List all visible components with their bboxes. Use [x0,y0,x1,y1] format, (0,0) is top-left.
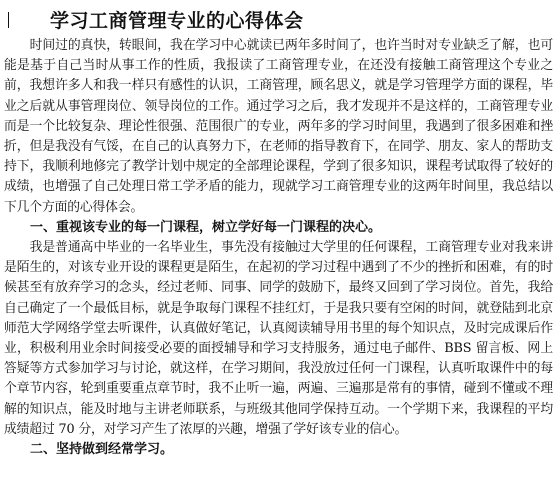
section-2-heading: 二、坚持做到经常学习。 [30,442,174,458]
section-1-heading: 一、重视该专业的每一门课程，树立学好每一门课程的决心。 [30,219,382,235]
document-title: 学习工商管理专业的心得体会 [50,10,304,32]
text-cursor [8,12,9,28]
section-1-paragraph: 我是普通高中毕业的一名毕业生，事先没有接触过大学里的任何课程，工商管理专业对我来讲是陌生的，对该专业开设的课程更是陌生，在起初的学习过程中遇到了不少的挫折和困难，有的时候甚至有放弃学习的念头，经过老师、同事、同学的鼓励下，最终又回到了学习岗位。首先，我给自己确定了一个最低目标，就是争取每门课程不挂红灯，于是我只要有空闲的时间，就登陆到北京师范大学网络学堂去听课件，认真做好笔记，认真阅读辅导用书里的每个知识点，及时完成课后作业，积极利用业余时间接受必要的面授辅导和学习支持服务，通过电子邮件、BBS 留言板、网上答疑等方式参加学习与讨论，就这样，在学习期间，我没放过任何一门课程，认真听取课件中的每个章节内容，轮到重要重点章节时，我不止听一遍，两遍、三遍那是常有的事情，碰到不懂或不理解的知识点，能及时地与主讲老师联系，与班级其他同学保持互动。一个学期下来，我课程的平均成绩超过 70 分，对学习产生了浓厚的兴趣，增强了学好该专业的信心。 [4,240,553,437]
title-row [4,0,553,36]
intro-paragraph: 时间过的真快，转眼间，我在学习中心就读已两年多时间了，也许当时对专业缺乏了解，也可能是基于自己当时从事工作的性质，我报读了工商管理专业，在还没有接触工商管理这个专业之前，我想许多人和我一样只有感性的认识，工商管理，顾名思义，就是学习管理学方面的课程，毕业之后就从事管理岗位、领导岗位的工作。通过学习之后，我才发现并不是这样的，工商管理专业而是一个比较复杂、理论性很强、范围很广的专业，两年多的学习时间里，我遇到了很多困难和挫折，但是我没有气馁，在自己的认真努力下，在老师的指导教育下，在同学、朋友、家人的帮助支持下，我顺利地修完了教学计划中规定的全部理论课程，学到了很多知识，课程考试取得了较好的成绩，也增强了自己处理日常工学矛盾的能力，现就学习工商管理专业的这两年时间里，我总结以下几个方面的心得体会。 [4,38,553,215]
